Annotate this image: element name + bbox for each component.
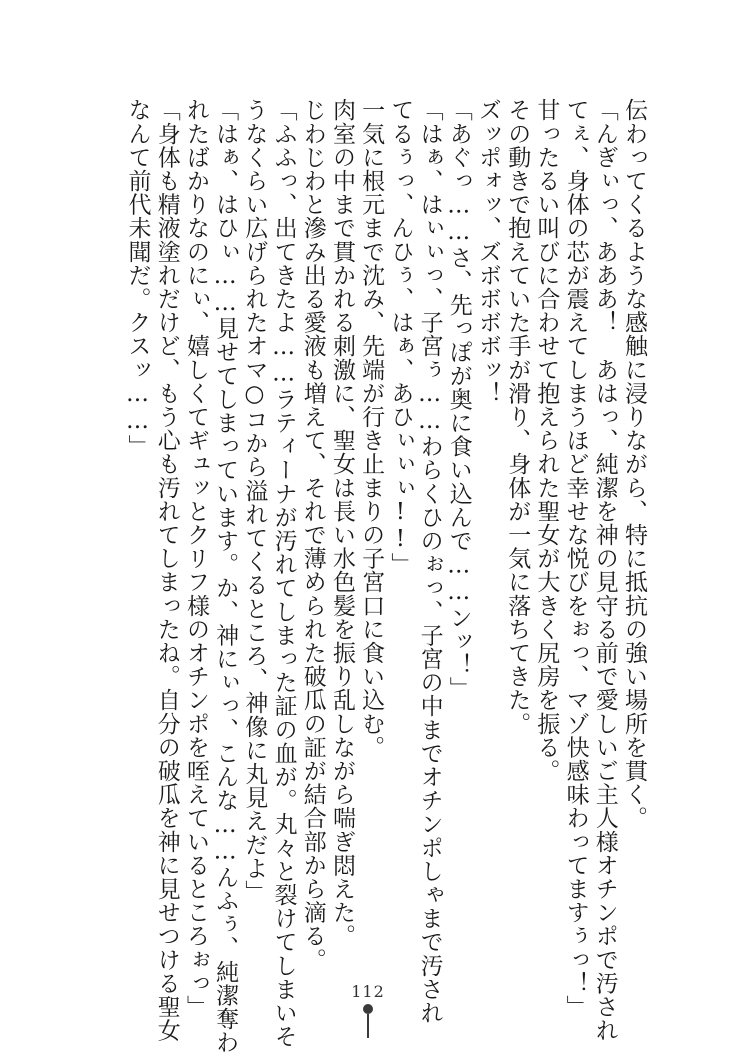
text-line: 「はぁ、はひぃ……見せてしまっています。か、神にぃっ、こんな……んふぅ、純潔奪わ xyxy=(212,98,239,1054)
text-line: れたばかりなのにぃ、嬉しくてギュッとクリフ様のオチンポを咥えているところぉっ」 xyxy=(182,98,209,1019)
page-marker-icon xyxy=(367,1004,369,1038)
marker-stem xyxy=(367,1014,369,1038)
text-line: 「んぎぃっ、あああ！ あはっ、純潔を神の見守る前で愛しいご主人様オチンポで汚され xyxy=(591,98,618,1042)
text-line: 「あぐっ……さ、先っぽが奥に食い込んで……ンッ！」 xyxy=(445,98,472,700)
text-line: じわじわと滲み出る愛液も増えて、それで薄められた破瓜の証が結合部から滴る。 xyxy=(299,98,326,972)
text-line: 甘ったるい叫びに合わせて抱えられた聖女が大きく尻房を振る。 xyxy=(533,98,560,783)
text-line: てぇ、身体の芯が震えてしまうほど幸せな悦びをぉっ、マゾ快感味わってますぅっ！」 xyxy=(562,98,589,1019)
text-line: その動きで抱えていた手が滑り、身体が一気に落ちてきた。 xyxy=(504,98,531,736)
text-line: 伝わってくるような感触に浸りながら、特に抵抗の強い場所を貫く。 xyxy=(621,98,647,830)
text-line: てるぅっ、んひぅ、はぁ、あひぃぃぃ!!」 xyxy=(387,98,414,576)
text-line: 肉室の中まで貫かれる刺激に、聖女は長い水色髪を振り乱しながら喘ぎ悶えた。 xyxy=(328,98,355,948)
text-line: 「身体も精液塗れだけど、もう心も汚れてしまったね。自分の破瓜を神に見せつける聖女 xyxy=(153,98,180,1042)
text-line: うなくらい広げられたオマ○コから溢れてくるところ、神像に丸見えだよ」 xyxy=(241,98,268,904)
page-number: 112 xyxy=(351,982,385,1001)
marker-dot xyxy=(363,1004,373,1014)
text-line: 「はぁ、はぃぃっ、子宮ぅ……わらくひのぉっ、子宮の中までオチンポしゃまで汚され xyxy=(416,98,443,1025)
text-line: なんて前代未聞だ。クスッ……」 xyxy=(124,98,151,458)
text-line: 一気に根元まで沈み、先端が行き止まりの子宮口に食い込む。 xyxy=(358,98,385,759)
text-line: ズッポォッ、ズボボボボッ！ xyxy=(474,98,501,405)
text-line: 「ふふっ、出てきたよ……ラティーナが汚れてしまった証の血が。丸々と裂けてしまいそ xyxy=(270,98,297,1048)
